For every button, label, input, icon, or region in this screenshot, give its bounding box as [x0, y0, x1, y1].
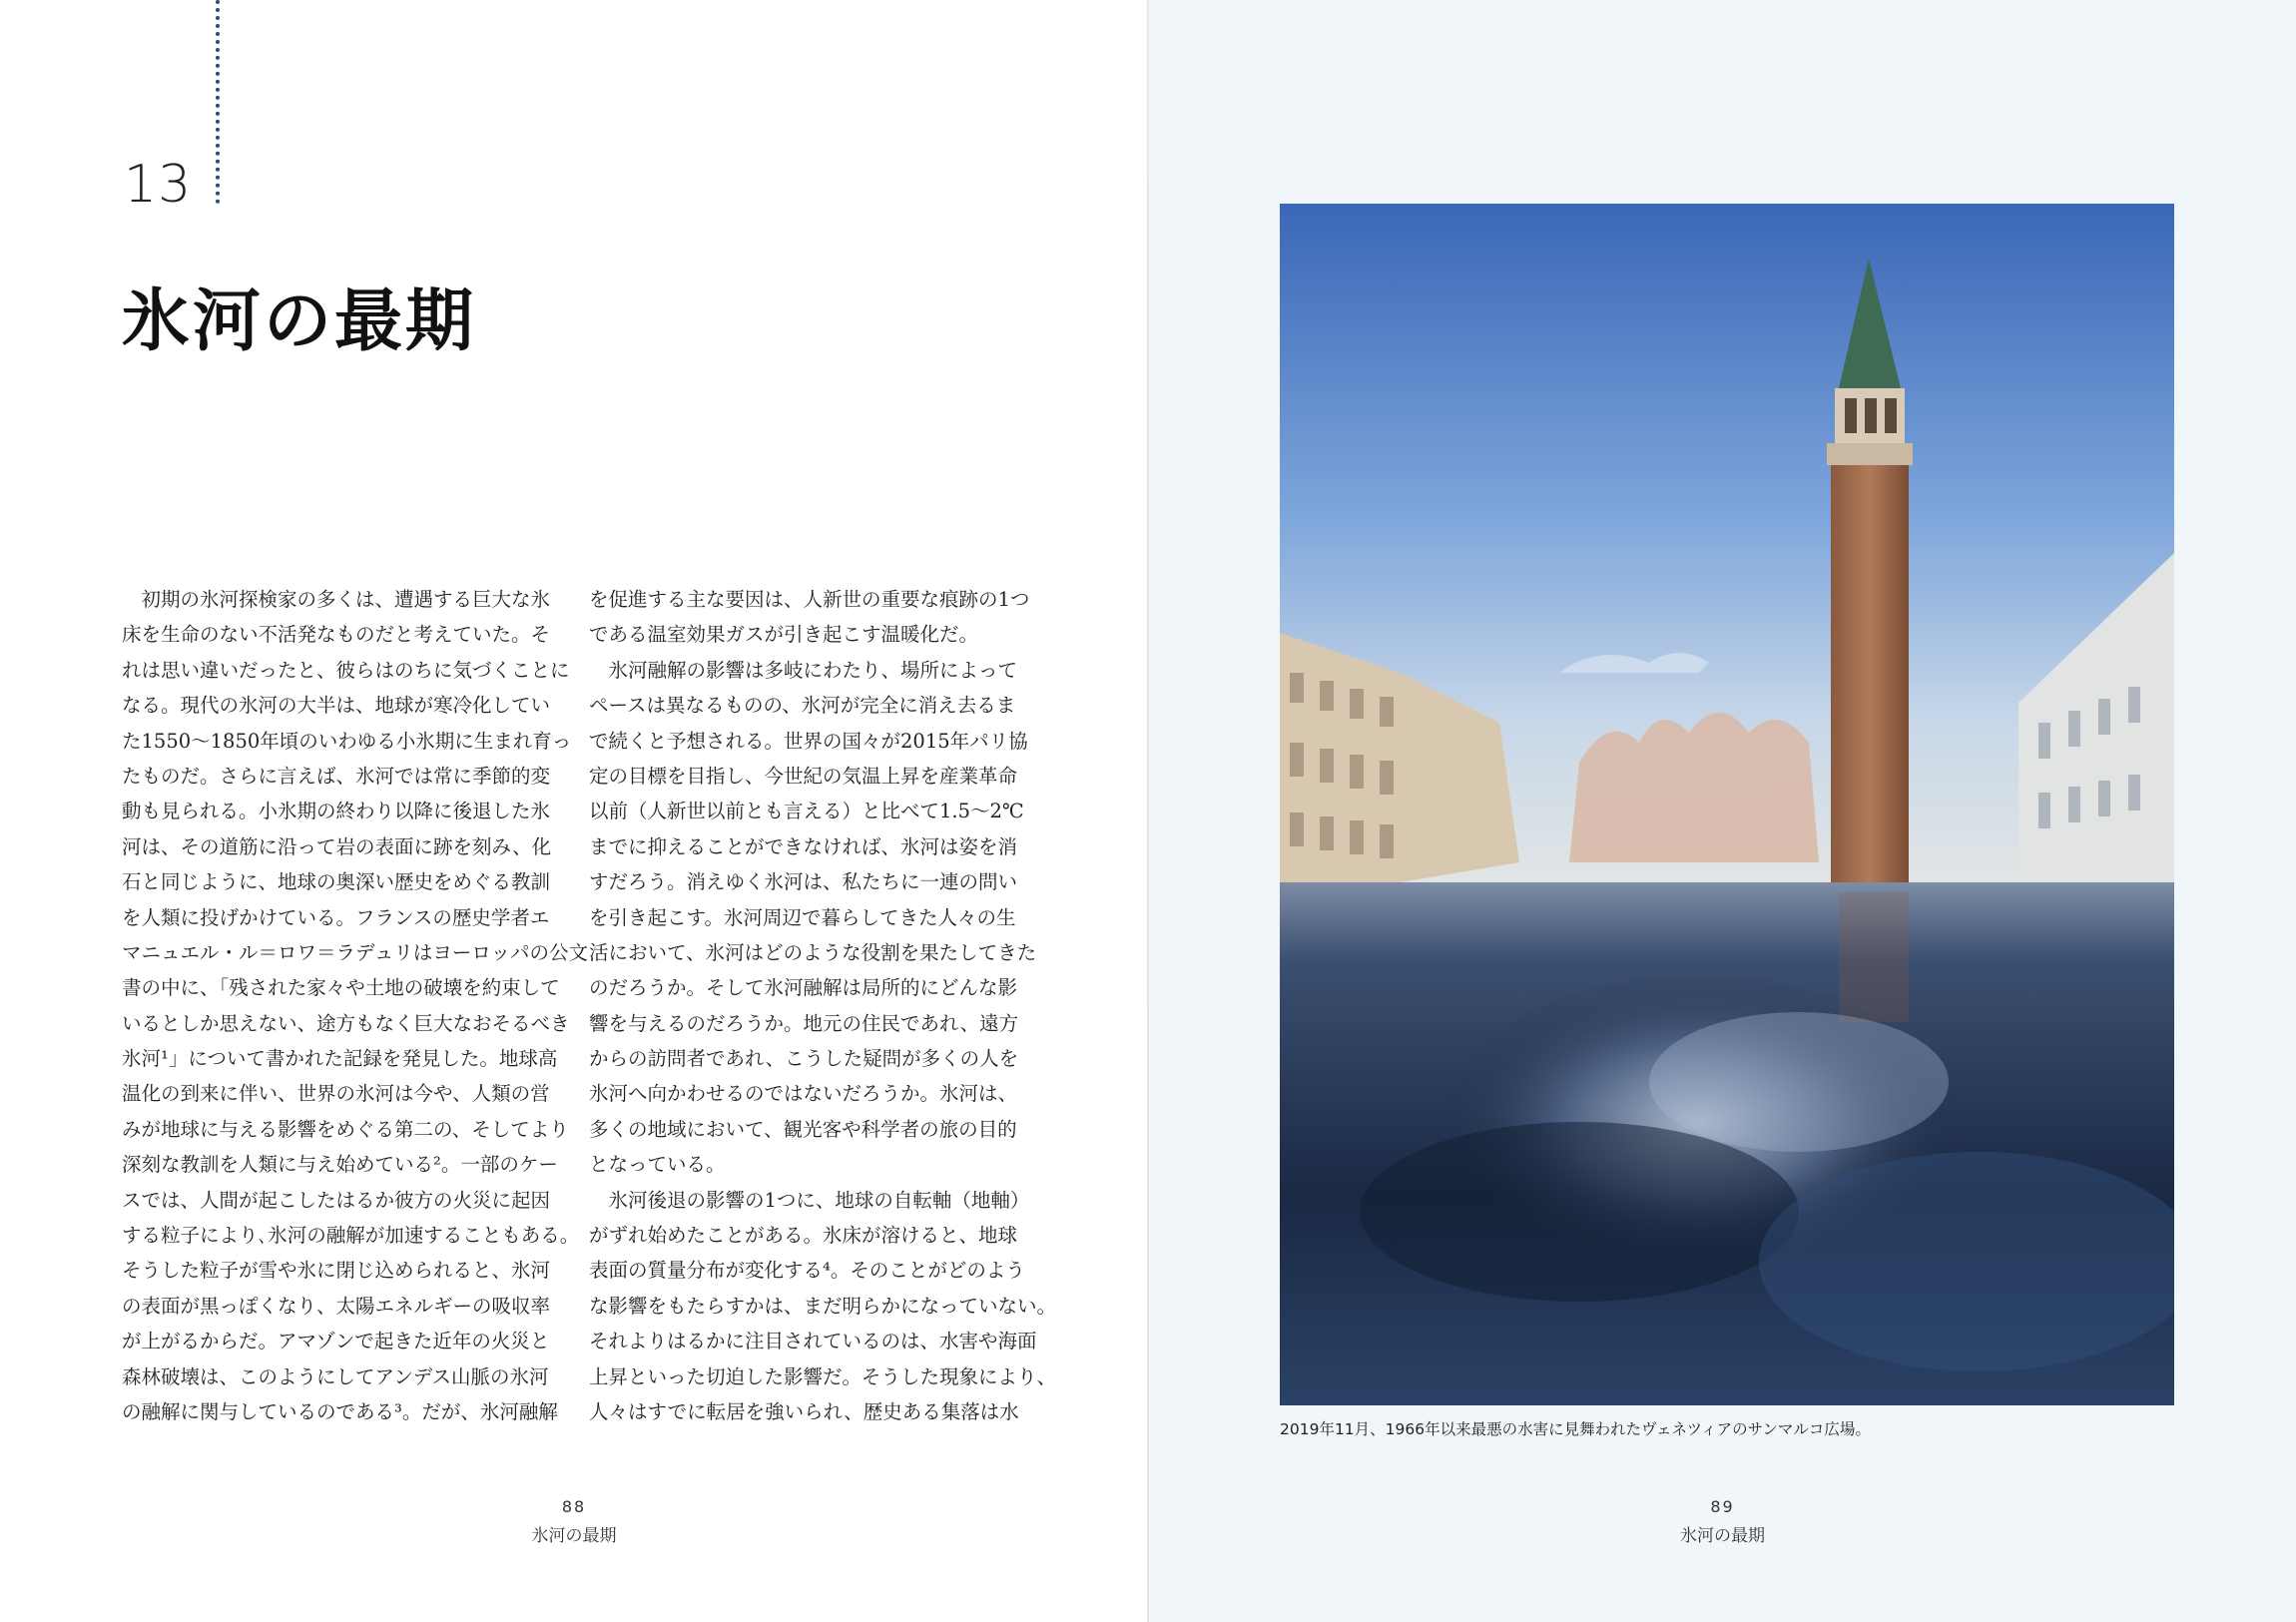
body-text-line: 活において、氷河はどのような役割を果たしてきた [589, 940, 1037, 964]
running-title-left: 氷河の最期 [531, 1526, 617, 1546]
body-text-line: までに抑えることができなければ、氷河は姿を消 [589, 834, 1018, 858]
body-text-line: すだろう。消えゆく氷河は、私たちに一連の問い [589, 870, 1018, 894]
photo-caption: 2019年11月、1966年以来最悪の水害に見舞われたヴェネツィアのサンマルコ広場。 [1280, 1420, 1871, 1438]
body-text-line: そうした粒子が雪や氷に閉じ込められると、氷河 [122, 1259, 551, 1283]
body-text-line: を人類に投げかけている。フランスの歴史学者エ [122, 905, 550, 929]
body-text-line: の表面が黒っぽくなり、太陽エネルギーの吸収率 [122, 1294, 551, 1318]
body-text-line: れは思い違いだったと、彼らはのちに気づくことに [122, 658, 570, 682]
body-text-line: ペースは異なるものの、氷河が完全に消え去るま [589, 694, 1016, 718]
body-text-line: 上昇といった切迫した影響だ。そうした現象により、 [589, 1364, 1057, 1388]
body-text-line: 人々はすでに転居を強いられ、歴史ある集落は水 [589, 1399, 1019, 1423]
body-text-line: のだろうか。そして氷河融解は局所的にどんな影 [589, 976, 1018, 1000]
body-text-line: 河は、その道筋に沿って岩の表面に跡を刻み、化 [122, 834, 552, 858]
body-text-line: が上がるからだ。アマゾンで起きた近年の火災と [122, 1330, 550, 1353]
body-text-line: スでは、人間が起こしたはるか彼方の火災に起因 [122, 1188, 551, 1212]
body-text-line: な影響をもたらすかは、まだ明らかになっていない。 [589, 1294, 1057, 1318]
body-text-line: がずれ始めたことがある。氷床が溶けると、地球 [589, 1224, 1018, 1248]
body-text-line: 表面の質量分布が変化する⁴。そのことがどのよう [589, 1259, 1025, 1283]
body-text-line: である温室効果ガスが引き起こす温暖化だ。 [589, 623, 979, 647]
running-title-right: 氷河の最期 [1680, 1526, 1765, 1546]
chapter-number: 13 [124, 155, 193, 215]
body-text-line: 多くの地域において、観光客や科学者の旅の目的 [589, 1117, 1017, 1141]
body-text-line: たものだ。さらに言えば、氷河では常に季節的変 [122, 764, 551, 788]
body-text-line: 響を与えるのだろうか。地元の住民であれ、遠方 [589, 1011, 1019, 1035]
body-text-line: となっている。 [589, 1153, 726, 1177]
body-text-line: で続くと予想される。世界の国々が2015年パリ協 [589, 729, 1028, 753]
body-text-line: マニュエル・ル＝ロワ＝ラデュリはヨーロッパの公文 [122, 940, 589, 964]
body-text-line: の融解に関与しているのである³。だが、氷河融解 [122, 1399, 558, 1423]
body-text-line: 氷河へ向かわせるのではないだろうか。氷河は、 [589, 1082, 1018, 1106]
chapter-title: 氷河の最期 [122, 281, 477, 361]
body-text-line: 以前（人新世以前とも言える）と比べて1.5～2℃ [589, 800, 1024, 823]
body-text-line: 森林破壊は、このようにしてアンデス山脈の氷河 [122, 1364, 549, 1388]
body-text-line: する粒子により､氷河の融解が加速することもある。 [122, 1224, 580, 1248]
body-column-2 [589, 582, 1057, 1429]
right-page [1149, 0, 2296, 1622]
body-text-line: 氷河¹」について書かれた記録を発見した。地球高 [122, 1047, 558, 1071]
body-text-line: 定の目標を目指し、今世紀の気温上昇を産業革命 [589, 764, 1018, 788]
body-text-line: を促進する主な要因は、人新世の重要な痕跡の1つ [589, 588, 1030, 611]
venice-flood-photo [1280, 204, 2174, 1405]
body-text-line: それよりはるかに注目されているのは、水害や海面 [589, 1330, 1037, 1353]
page-number-right: 89 [1710, 1497, 1735, 1516]
chapter-dotted-rule [216, 0, 220, 204]
body-column-1 [122, 582, 589, 1429]
body-text-line: 書の中に、「残された家々や土地の破壊を約束して [122, 976, 560, 1000]
body-text-line: た1550～1850年頃のいわゆる小氷期に生まれ育っ [122, 729, 572, 753]
body-text-line: 初期の氷河探検家の多くは、遭遇する巨大な氷 [122, 588, 551, 611]
page-number-left: 88 [561, 1497, 587, 1516]
body-text-line: からの訪問者であれ、こうした疑問が多くの人を [589, 1047, 1019, 1071]
body-text-line: 氷河融解の影響は多岐にわたり、場所によって [589, 658, 1018, 682]
body-text-line: いるとしか思えない、途方もなく巨大なおそるべき [122, 1011, 570, 1035]
body-text-line: 動も見られる。小氷期の終わり以降に後退した氷 [122, 800, 551, 823]
body-text-line: なる。現代の氷河の大半は、地球が寒冷化してい [122, 694, 551, 718]
body-text-line: を引き起こす。氷河周辺で暮らしてきた人々の生 [589, 905, 1016, 929]
body-text-line: みが地球に与える影響をめぐる第二の、そしてより [122, 1117, 569, 1141]
body-text-line: 床を生命のない不活発なものだと考えていた。そ [122, 623, 551, 647]
body-text-line: 深刻な教訓を人類に与え始めている²。一部のケー [122, 1153, 558, 1177]
body-text-line: 氷河後退の影響の1つに、地球の自転軸（地軸） [589, 1188, 1030, 1212]
body-text-line: 温化の到来に伴い、世界の氷河は今や、人類の営 [122, 1082, 550, 1106]
body-text-line: 石と同じように、地球の奥深い歴史をめぐる教訓 [122, 870, 551, 894]
